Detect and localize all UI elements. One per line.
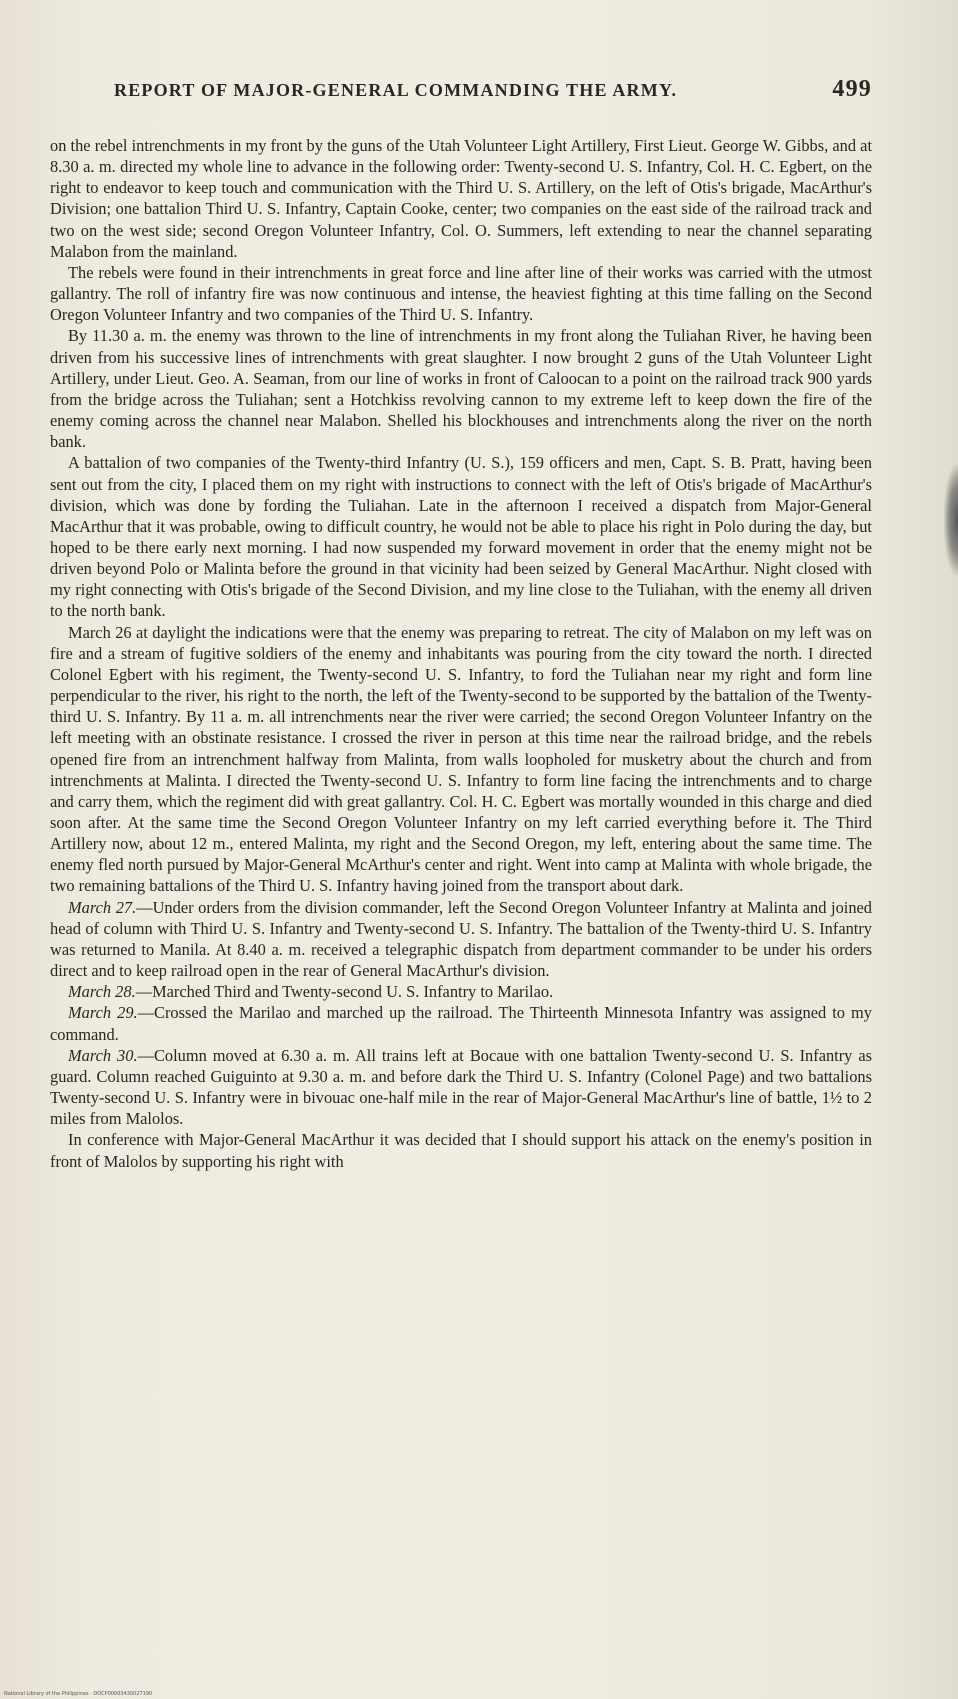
scan-footer: National Library of the Philippines · DOCP00003430027190 (4, 1691, 153, 1697)
dated-entry: March 27.—Under orders from the division commander, left the Second Oregon Volunteer Infantry at Malinta and joined head of column with Third U. S. Infantry and Twenty-second U. S. Infantry. The battalion of the Twenty-third U. S. Infantry was returned to Manila. At 8.40 a. m. received a telegraphic dispatch from department commander to be under his orders direct and to keep railroad open in the rear of General MacArthur's division. (50, 897, 872, 981)
entry-date: March 28. (68, 982, 136, 1002)
dated-entry: March 29.—Crossed the Marilao and marched up the railroad. The Thirteenth Minnesota Infantry was assigned to my command. (50, 1003, 872, 1044)
dated-entry: March 28.—Marched Third and Twenty-second U. S. Infantry to Marilao. (68, 982, 554, 1002)
paragraph: March 26 at daylight the indications were that the enemy was preparing to retreat. The city of Malabon on my left was on fire and a stream of fugitive soldiers of the enemy and inhabitants was pouring from the city toward the north. I directed Colonel Egbert with his regiment, the Twenty-second U. S. Infantry, to ford the Tuliahan near my right and form line perpendicular to the river, his right to the north, the left of the Twenty-second to be supported by the battalion of the Twenty-third U. S. Infantry. By 11 a. m. all intrenchments near the river were carried; the second Oregon Volunteer Infantry on the left meeting with an obstinate resistance. I crossed the river in person at this time near the railroad bridge, and the rebels opened fire from an intrenchment halfway from Malinta, from walls loopholed for musketry about the church and from intrenchments at Malinta. I directed the Twenty-second U. S. Infantry to form line facing the intrenchments and to charge and carry them, which the regiment did with great gallantry. Col. H. C. Egbert was mortally wounded in this charge and died soon after. At the same time the Second Oregon Volunteer Infantry on my left carried everything before it. The Third Artillery now, about 12 m., entered Malinta, my right and the Second Oregon, my left, entering about the same time. The enemy fled north pursued by Major-General McArthur's center and right. Went into camp at Malinta with whole brigade, the two remaining battalions of the Third U. S. Infantry having joined from the transport about dark. (50, 622, 872, 896)
running-header (114, 76, 872, 103)
header-title: REPORT OF MAJOR-GENERAL COMMANDING THE ARMY. (114, 80, 678, 100)
dated-entry: March 30.—Column moved at 6.30 a. m. All trains left at Bocaue with one battalion Twenty-second U. S. Infantry as guard. Column reached Guiguinto at 9.30 a. m. and before dark the Third U. S. Infantry (Colonel Page) and two battalions Twenty-second U. S. Infantry were in bivouac one-half mile in the rear of Major-General MacArthur's line of battle, 1½ to 2 miles from Malolos. (50, 1045, 872, 1129)
paragraph: By 11.30 a. m. the enemy was thrown to the line of intrenchments in my front along the Tuliahan River, he having been driven from his successive lines of intrenchments with great slaughter. I now brought 2 guns of the Utah Volunteer Light Artillery, under Lieut. Geo. A. Seaman, from our line of works in front of Caloocan to a point on the railroad track 900 yards from the bridge across the Tuliahan; sent a Hotchkiss revolving cannon to my extreme left to keep down the fire of the enemy coming across the channel near Malabon. Shelled his blockhouses and intrenchments along the river on the north bank. (50, 326, 872, 452)
entry-date: March 27. (68, 897, 137, 917)
entry-date: March 30. (68, 1045, 138, 1065)
paragraph: The rebels were found in their intrenchments in great force and line after line of their works was carried with the utmost gallantry. The roll of infantry fire was now continuous and intense, the heaviest fighting at this time falling on the Second Oregon Volunteer Infantry and two companies of the Third U. S. Infantry. (50, 262, 872, 325)
entry-date: March 29. (68, 1003, 138, 1023)
report-body (50, 135, 872, 1172)
paragraph: In conference with Major-General MacArthur it was decided that I should support his attack on the enemy's position in front of Malolos by supporting his right with (50, 1130, 872, 1171)
scan-thumb-shadow (944, 465, 958, 575)
paragraph: on the rebel intrenchments in my front by the guns of the Utah Volunteer Light Artillery, First Lieut. George W. Gibbs, and at 8.30 a. m. directed my whole line to advance in the following order: Twenty-second U. S. Infantry, Col. H. C. Egbert, on the right to endeavor to keep touch and communication with the Third U. S. Artillery, on the left of Otis's brigade, MacArthur's Division; one battalion Third U. S. Infantry, Captain Cooke, center; two companies on the east side of the railroad track and two on the west side; second Oregon Volunteer Infantry, Col. O. Summers, left extending to near the channel separating Malabon from the mainland. (50, 136, 872, 261)
paragraph: A battalion of two companies of the Twenty-third Infantry (U. S.), 159 officers and men, Capt. S. B. Pratt, having been sent out from the city, I placed them on my right with instructions to connect with the left of Otis's brigade of MacArthur's division, which was done by fording the Tuliahan. Late in the afternoon I received a dispatch from Major-General MacArthur that it was probable, owing to difficult country, he would not be able to place his right in Polo during the day, but hoped to be there early next morning. I had now suspended my forward movement in order that the enemy might not be driven beyond Polo or Malinta before the ground in that vicinity had been seized by General MacArthur. Night closed with my right connecting with Otis's brigade of the Second Division, and my line close to the Tuliahan, with the enemy all driven to the north bank. (50, 453, 872, 621)
page-number: 499 (832, 76, 872, 102)
